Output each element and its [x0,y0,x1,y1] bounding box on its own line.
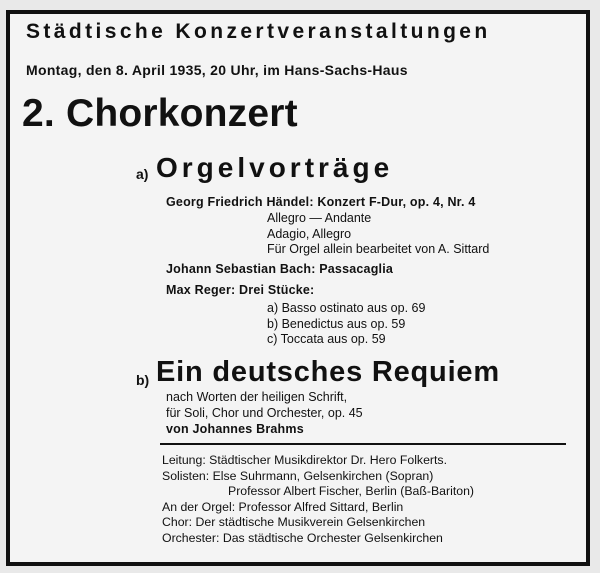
credit-line: Chor: Der städtische Musikverein Gelsenkirchen [162,515,426,529]
credit-line: Leitung: Städtischer Musikdirektor Dr. Hero Folkerts. [162,453,447,467]
concert-title: 2. Chorkonzert [22,92,298,135]
handel-work-title: Georg Friedrich Händel: Konzert F-Dur, op. 4, Nr. 4 [166,195,476,209]
handel-work-details [267,211,489,258]
requiem-description-line: für Soli, Chor und Orchester, op. 45 [166,405,363,420]
credit-line: Solisten: Else Suhrmann, Gelsenkirchen (Sopran) [162,468,434,483]
reger-work-list [267,301,425,348]
divider-rule [160,443,566,445]
reger-piece: c) Toccata aus op. 59 [267,332,386,346]
section-b-letter: b) [136,372,150,388]
section-b-heading: Ein deutsches Requiem [156,356,500,388]
performer-credits [162,453,474,546]
credit-line: Professor Albert Fischer, Berlin (Baß-Bariton) [228,484,475,498]
requiem-description [166,390,363,421]
reger-work-title: Max Reger: Drei Stücke: [166,283,315,297]
requiem-description-line: nach Worten der heiligen Schrift, [166,390,348,404]
handel-detail-line: Allegro — Andante [267,211,372,225]
credit-line: An der Orgel: Professor Alfred Sittard, Berlin [162,499,404,514]
date-venue: Montag, den 8. April 1935, 20 Uhr, im Hans-Sachs-Haus [26,62,408,78]
section-a-letter: a) [136,166,149,182]
bach-work-title: Johann Sebastian Bach: Passacaglia [166,262,394,276]
handel-detail-line: Adagio, Allegro [267,226,352,241]
handel-detail-line: Für Orgel allein bearbeitet von A. Sittard [267,242,490,256]
requiem-composer: von Johannes Brahms [166,422,304,436]
series-title: Städtische Konzertveranstaltungen [26,20,491,43]
credit-line: Orchester: Das städtische Orchester Gelsenkirchen [162,530,443,545]
reger-piece: b) Benedictus aus op. 59 [267,316,406,331]
reger-piece: a) Basso ostinato aus op. 69 [267,301,426,315]
section-a-heading: Orgelvorträge [156,152,394,183]
